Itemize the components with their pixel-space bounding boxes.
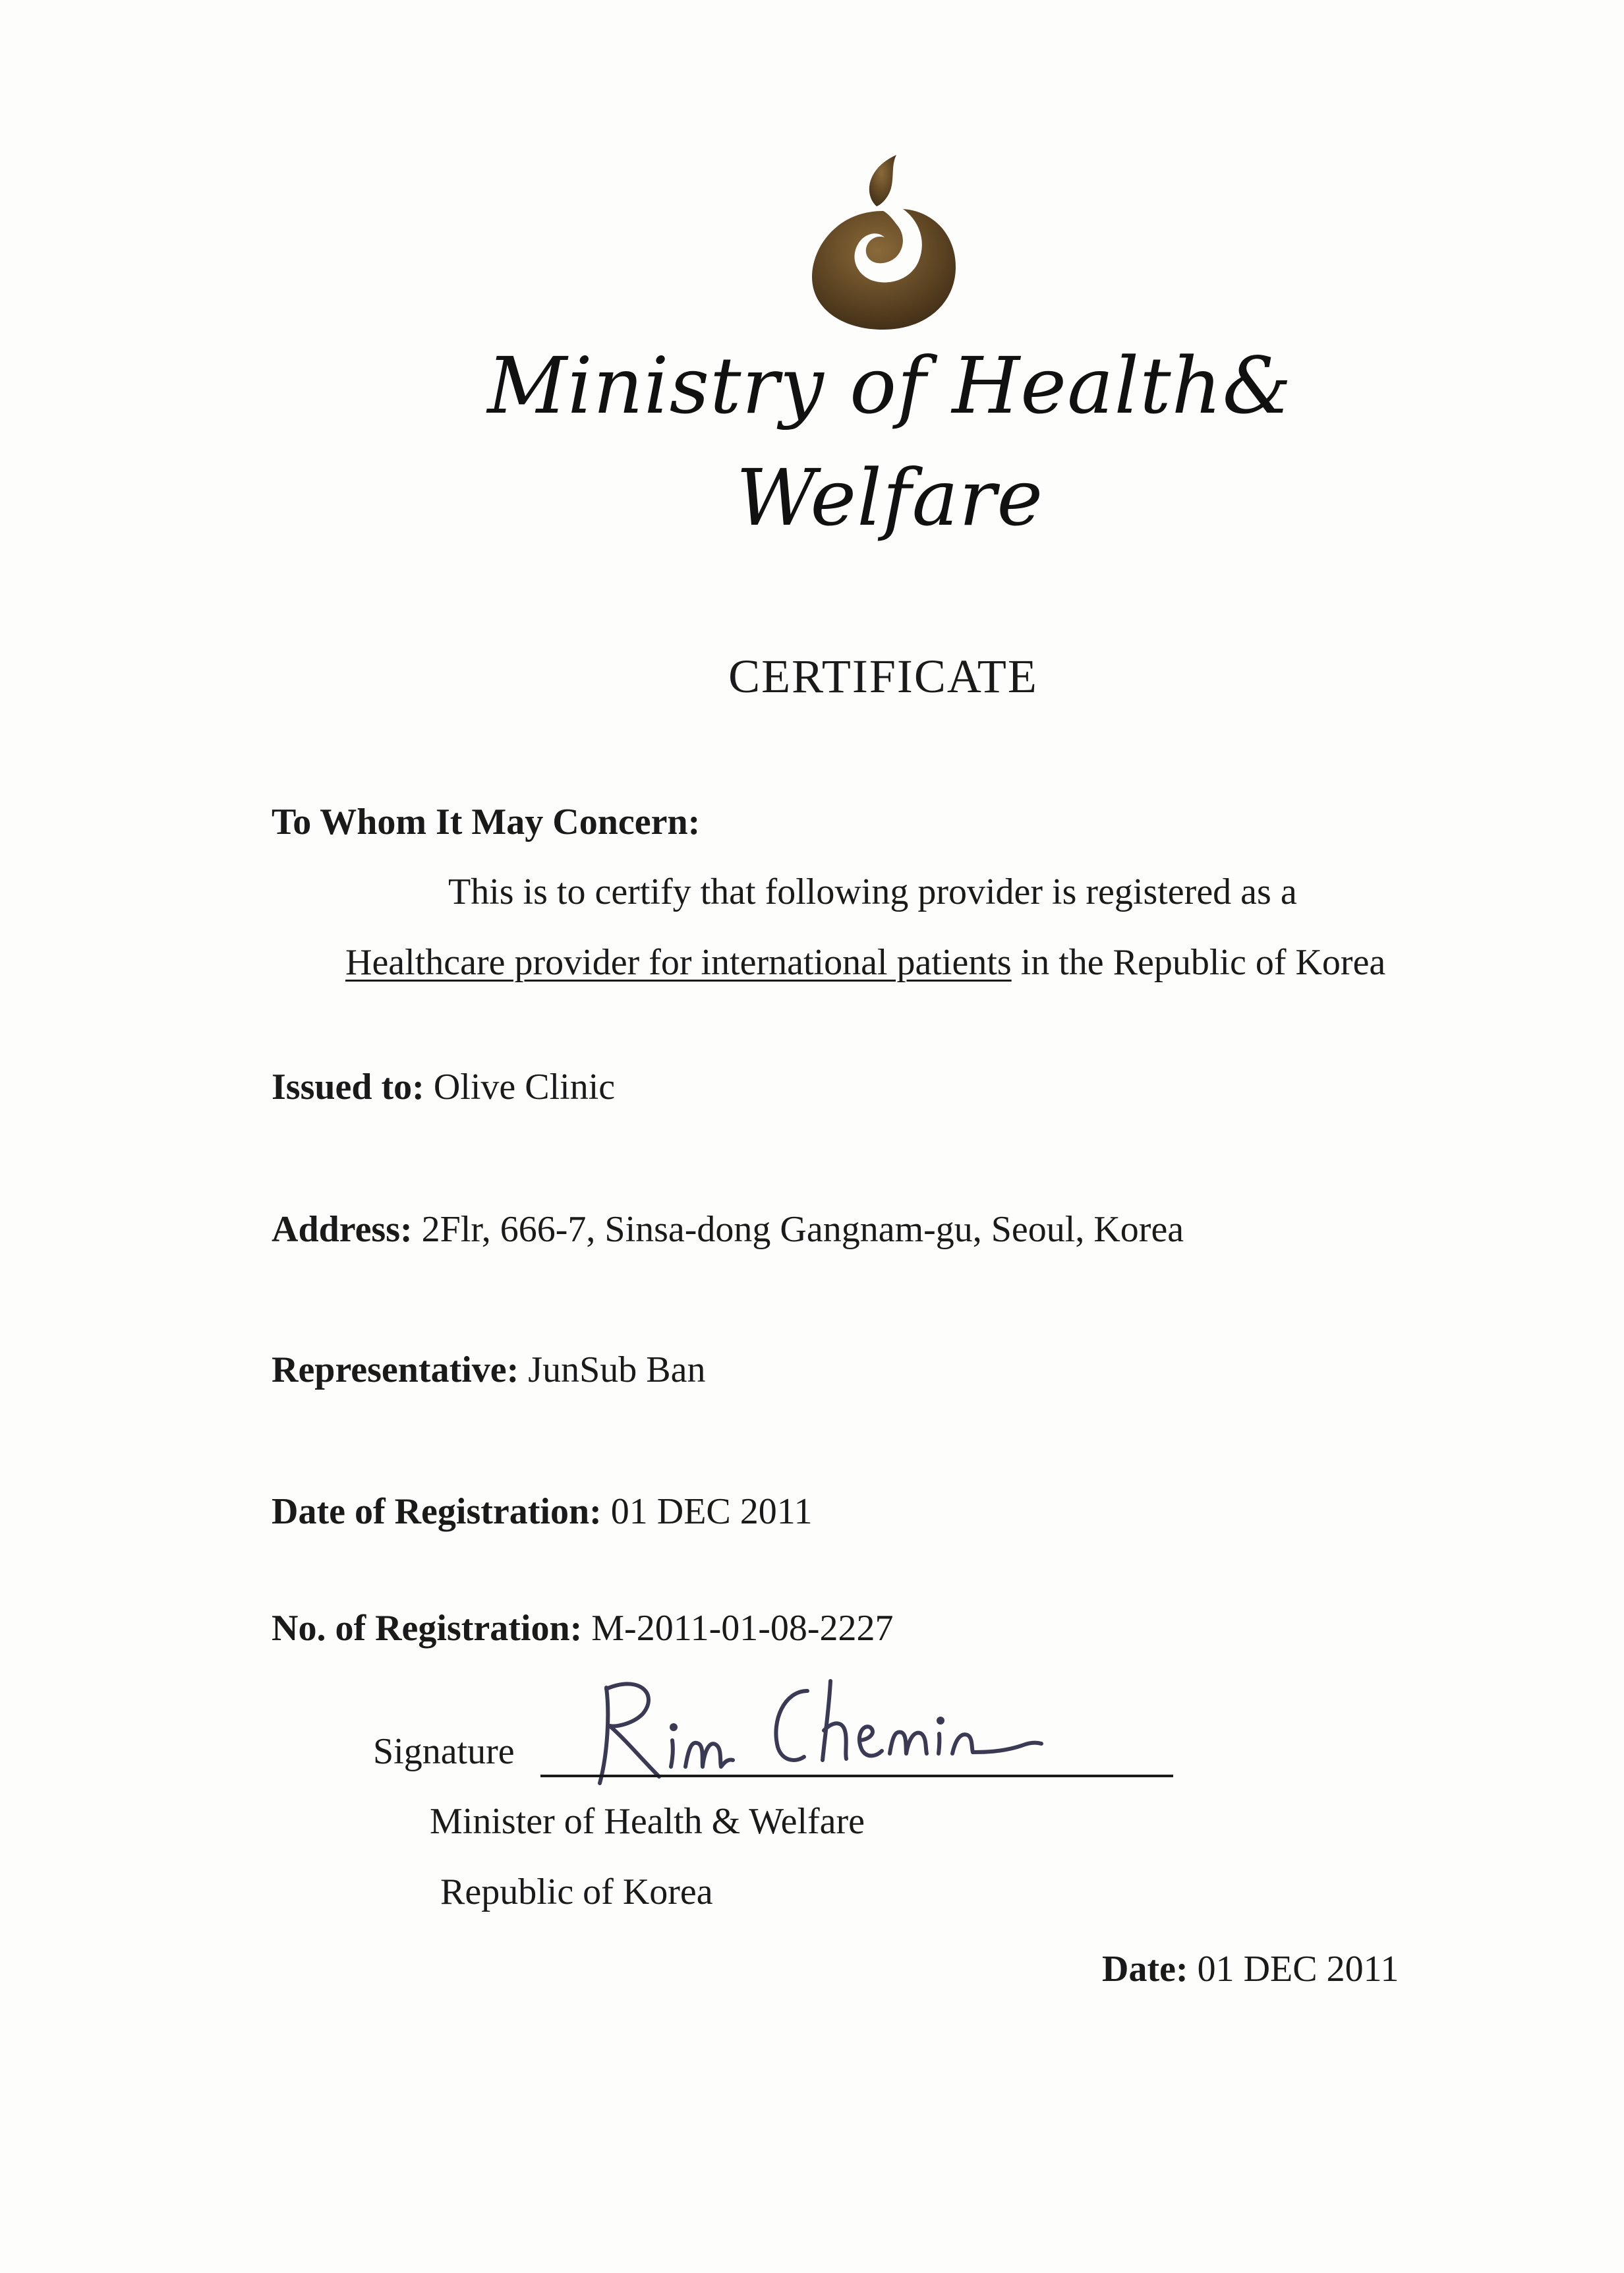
date-of-registration-value: 01 DEC 2011 [601,1491,813,1532]
issue-date [1102,1946,1399,1992]
field-representative [272,1347,705,1393]
issue-date-value: 01 DEC 2011 [1188,1949,1399,1990]
representative-label: Representative: [272,1349,519,1390]
signature-line [540,1775,1173,1777]
issued-to-value: Olive Clinic [424,1067,616,1107]
field-address [272,1206,1184,1253]
date-of-registration-label: Date of Registration: [272,1491,602,1532]
signatory-country: Republic of Korea [440,1872,713,1912]
signatory-title: Minister of Health & Welfare [430,1801,865,1842]
ministry-name [461,333,1318,550]
field-issued-to [272,1064,615,1110]
field-no-of-registration [272,1605,894,1651]
ministry-emblem-icon [798,148,969,333]
provider-type-rest: in the Republic of Korea [1011,942,1386,983]
provider-type-underlined: Healthcare provider for international patients [345,942,1012,983]
certify-statement-line1: This is to certify that following provider is registered as a [448,871,1297,912]
ministry-name-line2: Welfare [736,452,1044,543]
field-date-of-registration [272,1489,813,1535]
signature-label: Signature [373,1731,515,1772]
address-value: 2Flr, 666-7, Sinsa-dong Gangnam-gu, Seoul, Korea [412,1209,1184,1250]
no-of-registration-label: No. of Registration: [272,1608,583,1649]
issue-date-label: Date: [1102,1949,1188,1990]
salutation: To Whom It May Concern: [272,802,701,842]
issued-to-label: Issued to: [272,1067,424,1107]
certificate-title: CERTIFICATE [728,650,1038,703]
address-label: Address: [272,1209,413,1250]
ministry-name-line1: Ministry of Health& [487,340,1292,431]
certify-statement-line2 [345,939,1385,986]
no-of-registration-value: M-2011-01-08-2227 [582,1608,894,1649]
representative-value: JunSub Ban [519,1349,706,1390]
